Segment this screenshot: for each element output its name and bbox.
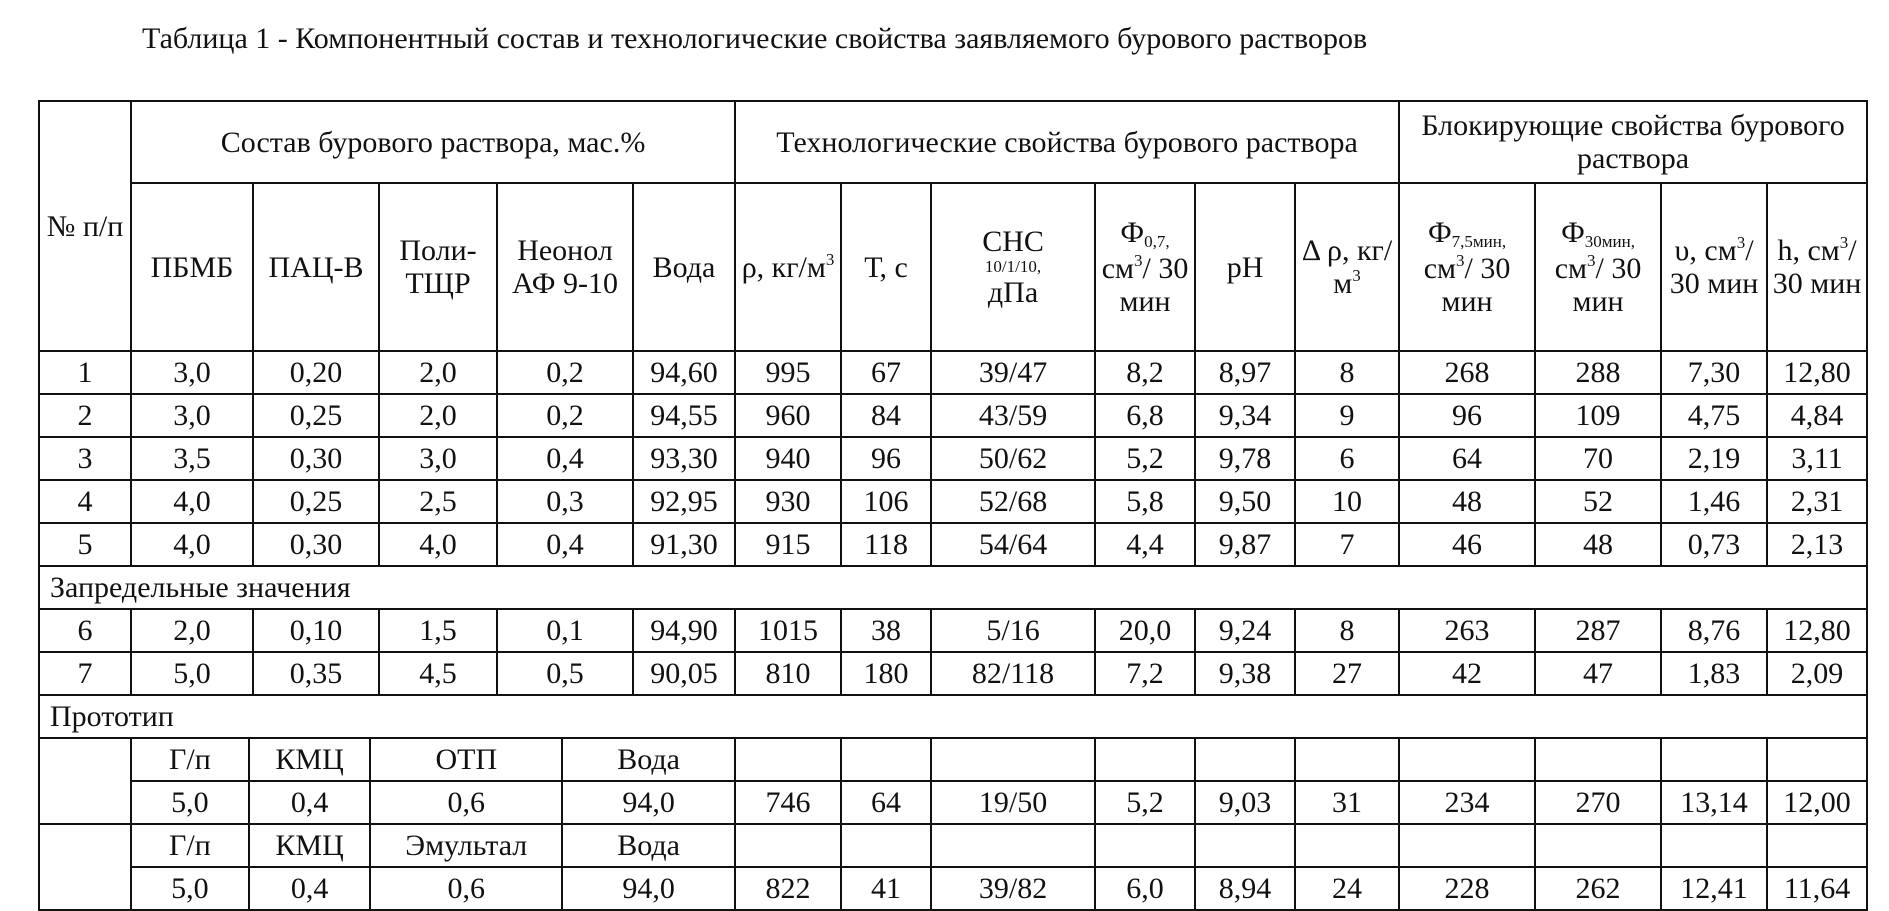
proto-value-row: [39, 867, 1867, 910]
proto-empty-cell: [1195, 824, 1295, 867]
proto-values: [131, 781, 735, 824]
table-cell: 9,78: [1195, 437, 1295, 480]
proto-label-row: [39, 824, 1867, 867]
table-cell: 8,2: [1095, 351, 1195, 394]
table-cell: 0,30: [253, 437, 379, 480]
table-row: [39, 437, 1867, 480]
proto-values: [131, 867, 735, 910]
table-cell: 1,83: [1661, 652, 1767, 695]
table-cell: 43/59: [931, 394, 1095, 437]
table-cell: 90,05: [633, 652, 735, 695]
table-cell: 0,25: [253, 480, 379, 523]
table-row: [39, 394, 1867, 437]
header-pac: ПАЦ-В: [253, 183, 379, 351]
table-cell: 8,97: [1195, 351, 1295, 394]
table-cell: 3,0: [131, 351, 253, 394]
proto-label-strip: [132, 825, 734, 866]
proto-label: ОТП: [369, 739, 561, 780]
phi07-rest: / 30 мин: [1119, 251, 1189, 318]
table-cell: 8,76: [1661, 609, 1767, 652]
table-cell: 3,5: [131, 437, 253, 480]
phi75-sub: 7,5мин,: [1451, 232, 1507, 252]
proto-num-cell: [39, 824, 131, 910]
table-cell: 268: [1399, 351, 1535, 394]
table-cell: 3,11: [1767, 437, 1867, 480]
table-cell: 1,46: [1661, 480, 1767, 523]
table-cell: 48: [1535, 523, 1661, 566]
proto-empty-cell: [1399, 738, 1535, 781]
proto-empty-cell: [1767, 738, 1867, 781]
chc-sub: 10/1/10,: [984, 256, 1042, 276]
proto-value: 0,6: [369, 782, 561, 823]
table-cell: 31: [1295, 781, 1399, 824]
table-cell: 0,2: [497, 394, 633, 437]
proto-label: Вода: [561, 739, 734, 780]
header-t: Т, с: [841, 183, 931, 351]
table-cell: 52/68: [931, 480, 1095, 523]
table-cell: 10: [1295, 480, 1399, 523]
phi07-unit: см: [1101, 251, 1135, 285]
table-cell: 11,64: [1767, 867, 1867, 910]
table-cell: 6,0: [1095, 867, 1195, 910]
proto-label: Эмультал: [369, 825, 561, 866]
header-num: № п/п: [39, 101, 131, 351]
table-cell: 0,4: [497, 523, 633, 566]
phi07-label: Ф: [1120, 216, 1145, 250]
table-cell: 4,5: [379, 652, 497, 695]
table-cell: 48: [1399, 480, 1535, 523]
table-cell: 52: [1535, 480, 1661, 523]
table-cell: 2,31: [1767, 480, 1867, 523]
table-cell: 39/47: [931, 351, 1095, 394]
header-h: [1767, 183, 1867, 351]
section-limits: Запредельные значения: [39, 566, 1867, 609]
table-cell: 1,5: [379, 609, 497, 652]
table-cell: 92,95: [633, 480, 735, 523]
proto-labels: [131, 738, 735, 781]
table-cell: 8: [1295, 609, 1399, 652]
header-pbmb: ПБМБ: [131, 183, 253, 351]
table-row: [39, 652, 1867, 695]
table-cell: 915: [735, 523, 841, 566]
table-cell: 1015: [735, 609, 841, 652]
table-cell: 1: [39, 351, 131, 394]
phi75-rest: / 30 мин: [1441, 251, 1511, 318]
table-cell: 7,30: [1661, 351, 1767, 394]
table-cell: 0,4: [497, 437, 633, 480]
proto-value: 0,6: [369, 868, 561, 909]
table-cell: 263: [1399, 609, 1535, 652]
proto-empty-cell: [1661, 824, 1767, 867]
table-cell: 4,0: [379, 523, 497, 566]
table-cell: 106: [841, 480, 931, 523]
proto-value: 94,0: [561, 782, 734, 823]
table-cell: 2,19: [1661, 437, 1767, 480]
header-v: [1661, 183, 1767, 351]
table-cell: 822: [735, 867, 841, 910]
h-sup: 3: [1839, 233, 1849, 252]
table-cell: 9: [1295, 394, 1399, 437]
table-cell: 67: [841, 351, 931, 394]
table-cell: 6: [39, 609, 131, 652]
table-cell: 19/50: [931, 781, 1095, 824]
table-row: [39, 609, 1867, 652]
table-cell: 4,0: [131, 523, 253, 566]
rho-label: ρ, кг/м: [741, 250, 826, 284]
chc-unit: дПа: [987, 276, 1039, 310]
section-proto: Прототип: [39, 695, 1867, 738]
proto-label-row: [39, 738, 1867, 781]
table-cell: 70: [1535, 437, 1661, 480]
table-cell: 2,13: [1767, 523, 1867, 566]
h-rest: / 30 мин: [1772, 234, 1862, 300]
table-cell: 96: [1399, 394, 1535, 437]
table-cell: 9,50: [1195, 480, 1295, 523]
table-cell: 810: [735, 652, 841, 695]
table-cell: 46: [1399, 523, 1535, 566]
table-cell: 94,55: [633, 394, 735, 437]
proto-value: 0,4: [248, 868, 370, 909]
table-cell: 995: [735, 351, 841, 394]
proto-empty-cell: [841, 824, 931, 867]
proto-empty-cell: [931, 738, 1095, 781]
proto-num-cell: [39, 738, 131, 824]
table-cell: 270: [1535, 781, 1661, 824]
proto-value-strip: [132, 868, 734, 909]
chc-label: СНС: [982, 224, 1044, 258]
proto-label-strip: [132, 739, 734, 780]
table-cell: 0,10: [253, 609, 379, 652]
table-cell: 3,0: [379, 437, 497, 480]
table-cell: 5,0: [131, 652, 253, 695]
table-cell: 9,03: [1195, 781, 1295, 824]
table-row: [39, 351, 1867, 394]
table-cell: 5,2: [1095, 437, 1195, 480]
table-cell: 42: [1399, 652, 1535, 695]
proto-empty-cell: [1095, 824, 1195, 867]
table-cell: 94,90: [633, 609, 735, 652]
table-cell: 9,24: [1195, 609, 1295, 652]
table-cell: 3,0: [131, 394, 253, 437]
table-cell: 91,30: [633, 523, 735, 566]
table-cell: 38: [841, 609, 931, 652]
header-phi30: [1535, 183, 1661, 351]
phi30-sup: 3: [1587, 250, 1596, 270]
phi30-rest: / 30 мин: [1572, 251, 1642, 318]
table-cell: 96: [841, 437, 931, 480]
table-cell: 8,94: [1195, 867, 1295, 910]
table-cell: 0,3: [497, 480, 633, 523]
table-cell: 0,1: [497, 609, 633, 652]
table-cell: 234: [1399, 781, 1535, 824]
table-caption: Таблица 1 - Компонентный состав и технологические свойства заявляемого бурового растворов: [142, 22, 1368, 55]
v-sup: 3: [1736, 233, 1746, 252]
table-cell: 0,73: [1661, 523, 1767, 566]
table-cell: 940: [735, 437, 841, 480]
table-cell: 47: [1535, 652, 1661, 695]
table-cell: 7: [39, 652, 131, 695]
table-cell: 2,0: [131, 609, 253, 652]
proto-empty-cell: [735, 738, 841, 781]
table-cell: 4,0: [131, 480, 253, 523]
table-cell: 2,0: [379, 394, 497, 437]
proto-value: 5,0: [171, 872, 209, 905]
header-phi07: [1095, 183, 1195, 351]
table-cell: 12,00: [1767, 781, 1867, 824]
table-cell: 5,2: [1095, 781, 1195, 824]
table-cell: 2,09: [1767, 652, 1867, 695]
proto-empty-cell: [1535, 738, 1661, 781]
drho-sup: 3: [1352, 266, 1361, 285]
table-cell: 2,5: [379, 480, 497, 523]
proto-empty-cell: [1535, 824, 1661, 867]
table-cell: 4,75: [1661, 394, 1767, 437]
composition-table: [38, 100, 1868, 911]
header-poly: Поли-ТЩР: [379, 183, 497, 351]
table-cell: 2,0: [379, 351, 497, 394]
table-cell: 64: [1399, 437, 1535, 480]
table-cell: 4,4: [1095, 523, 1195, 566]
table-cell: 41: [841, 867, 931, 910]
group-tech: Технологические свойства бурового раствора: [735, 101, 1399, 183]
proto-value-row: [39, 781, 1867, 824]
drho-label: Δ ρ, кг/м: [1301, 234, 1393, 300]
header-water: Вода: [633, 183, 735, 351]
proto-value: 94,0: [561, 868, 734, 909]
proto-empty-cell: [1195, 738, 1295, 781]
table-cell: 262: [1535, 867, 1661, 910]
table-cell: 9,87: [1195, 523, 1295, 566]
table-cell: 50/62: [931, 437, 1095, 480]
phi30-label: Ф: [1561, 216, 1585, 250]
proto-value-strip: [132, 782, 734, 823]
table-cell: 746: [735, 781, 841, 824]
table-cell: 39/82: [931, 867, 1095, 910]
proto-label: Г/п: [169, 743, 211, 776]
proto-empty-cell: [841, 738, 931, 781]
table-cell: 6,8: [1095, 394, 1195, 437]
table-cell: 0,20: [253, 351, 379, 394]
v-label: υ, см: [1674, 234, 1737, 267]
table-cell: 0,30: [253, 523, 379, 566]
proto-empty-cell: [1095, 738, 1195, 781]
table-cell: 3: [39, 437, 131, 480]
table-cell: 9,34: [1195, 394, 1295, 437]
proto-label: Г/п: [169, 829, 211, 862]
table-cell: 0,2: [497, 351, 633, 394]
rho-sup: 3: [825, 249, 835, 269]
phi30-sub: 30мин,: [1584, 232, 1635, 252]
header-drho: [1295, 183, 1399, 351]
header-ph: pH: [1195, 183, 1295, 351]
table-cell: 93,30: [633, 437, 735, 480]
phi75-label: Ф: [1427, 216, 1452, 250]
table-cell: 5: [39, 523, 131, 566]
phi30-unit: см: [1554, 251, 1588, 285]
table-cell: 64: [841, 781, 931, 824]
table-row: [39, 480, 1867, 523]
header-rho: [735, 183, 841, 351]
proto-empty-cell: [1399, 824, 1535, 867]
proto-empty-cell: [1767, 824, 1867, 867]
proto-empty-cell: [735, 824, 841, 867]
table-cell: 12,41: [1661, 867, 1767, 910]
table-cell: 5/16: [931, 609, 1095, 652]
table-cell: 7,2: [1095, 652, 1195, 695]
table-cell: 118: [841, 523, 931, 566]
proto-empty-cell: [1295, 738, 1399, 781]
phi07-sub: 0,7,: [1144, 232, 1170, 252]
table-cell: 84: [841, 394, 931, 437]
proto-labels: [131, 824, 735, 867]
table-cell: 960: [735, 394, 841, 437]
table-cell: 54/64: [931, 523, 1095, 566]
table-cell: 5,8: [1095, 480, 1195, 523]
header-phi75: [1399, 183, 1535, 351]
table-cell: 12,80: [1767, 609, 1867, 652]
table-cell: 6: [1295, 437, 1399, 480]
table-cell: 4: [39, 480, 131, 523]
table-cell: 0,5: [497, 652, 633, 695]
proto-empty-cell: [1295, 824, 1399, 867]
proto-value: 0,4: [248, 782, 370, 823]
table-cell: 94,60: [633, 351, 735, 394]
table-cell: 930: [735, 480, 841, 523]
table-cell: 2: [39, 394, 131, 437]
table-cell: 4,84: [1767, 394, 1867, 437]
table-cell: 20,0: [1095, 609, 1195, 652]
table-cell: 109: [1535, 394, 1661, 437]
proto-label: КМЦ: [248, 739, 370, 780]
proto-label: КМЦ: [248, 825, 370, 866]
table-cell: 13,14: [1661, 781, 1767, 824]
table-cell: 82/118: [931, 652, 1095, 695]
table-row: [39, 523, 1867, 566]
proto-empty-cell: [1661, 738, 1767, 781]
group-composition: Состав бурового раствора, мас.%: [131, 101, 735, 183]
table-cell: 9,38: [1195, 652, 1295, 695]
header-chc: [931, 183, 1095, 351]
phi75-unit: см: [1423, 251, 1457, 285]
proto-empty-cell: [931, 824, 1095, 867]
table-cell: 228: [1399, 867, 1535, 910]
table-cell: 12,80: [1767, 351, 1867, 394]
table-cell: 287: [1535, 609, 1661, 652]
table-cell: 0,25: [253, 394, 379, 437]
table-cell: 7: [1295, 523, 1399, 566]
phi75-sup: 3: [1456, 250, 1465, 270]
proto-label: Вода: [561, 825, 734, 866]
table-cell: 24: [1295, 867, 1399, 910]
header-neonol: Неонол АФ 9-10: [497, 183, 633, 351]
proto-value: 5,0: [171, 786, 209, 819]
table-cell: 27: [1295, 652, 1399, 695]
group-blocking: Блокирующие свойства бурового раствора: [1399, 101, 1867, 183]
table-cell: 288: [1535, 351, 1661, 394]
table-cell: 0,35: [253, 652, 379, 695]
h-label: h, см: [1777, 234, 1840, 267]
table-cell: 180: [841, 652, 931, 695]
phi07-sup: 3: [1134, 250, 1143, 270]
v-rest: / 30 мин: [1669, 234, 1759, 300]
table-cell: 8: [1295, 351, 1399, 394]
